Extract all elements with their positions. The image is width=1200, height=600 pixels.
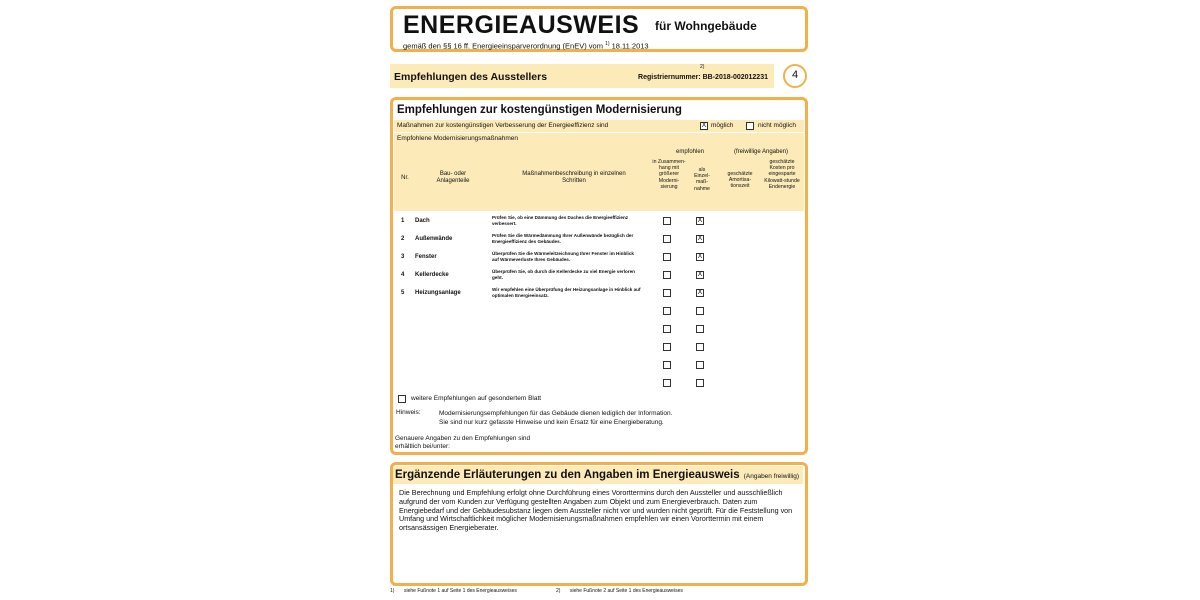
row-context-checkbox[interactable] — [663, 307, 671, 315]
row-number: 4 — [401, 272, 405, 278]
row-description: Wir empfehlen eine Überprüfung der Heizungsanlage in Hinblick auf optimalen Energieeinsatz. — [492, 287, 641, 298]
col-costs: geschätzte Kosten pro eingesparte Kilowatt-stunde Endenergie — [764, 159, 800, 190]
row-context-checkbox[interactable] — [663, 325, 671, 333]
col-amortisation: geschätzte Amortisa-tionszeit — [727, 171, 753, 190]
recommended-row — [394, 133, 804, 145]
modernisation-title: Empfehlungen zur kostengünstigen Modernisierung — [397, 104, 682, 116]
certificate-subtitle: für Wohngebäude — [655, 19, 757, 33]
row-single-checkbox[interactable]: X — [697, 289, 703, 296]
row-part: Fenster — [415, 254, 437, 260]
row-single-checkbox[interactable]: X — [697, 235, 703, 242]
col-description: Maßnahmenbeschreibung in einzelnen Schritten — [522, 171, 626, 185]
row-part: Heizungsanlage — [415, 290, 461, 296]
not-possible-label: nicht möglich — [758, 122, 796, 129]
row-description: Überprüfen Sie, ob durch die Kellerdecke zu viel Energie verloren geht. — [492, 269, 635, 280]
row-single-checkbox[interactable] — [696, 343, 704, 351]
col-recommended: empfohlen — [675, 149, 705, 155]
measures-row — [394, 120, 804, 132]
row-context-checkbox[interactable] — [663, 379, 671, 387]
row-single-checkbox[interactable] — [696, 379, 704, 387]
hint-line-1: Modernisierungsempfehlungen für das Gebäude dienen lediglich der Information. — [439, 410, 673, 417]
section-title: Empfehlungen des Ausstellers — [394, 71, 548, 83]
page-number: 4 — [783, 64, 807, 88]
row-context-checkbox[interactable] — [663, 361, 671, 369]
row-description: Prüfen Sie die Wärmedämmung Ihrer Außenwände bezüglich der Energieeffizienz des Gebäudes. — [492, 233, 634, 244]
row-part: Dach — [415, 218, 430, 224]
footnote-1-text: siehe Fußnote 1 auf Seite 1 des Energieausweises — [404, 588, 517, 594]
row-single-checkbox[interactable]: X — [697, 271, 703, 278]
supplement-body: Die Berechnung und Empfehlung erfolgt ohne Durchführung eines Vororttermins durch den Aussteller und ausschließlich aufgrund der vom Kunden zur Verfügung gestellten Angaben zum Objekt und zum Energieverbrauch. Daten zum Energiebedarf und der Gebäudesubstanz liegen dem Aussteller nicht vor und wurden nicht geprüft. Für die Feststellung von Umfang und Wirtschaftlichkeit möglicher Modernisierungsmaßnahmen empfehlen wir einen Vororttermin mit einem ortsansässigen Energieberater. — [399, 488, 793, 533]
row-part: Kellerdecke — [415, 272, 449, 278]
possible-label: möglich — [711, 122, 734, 129]
col-optional: (freiwillige Angaben) — [733, 149, 789, 155]
row-single-checkbox[interactable] — [696, 307, 704, 315]
supplement-box — [390, 462, 808, 586]
row-number: 2 — [401, 236, 405, 242]
energy-certificate-page — [388, 4, 812, 598]
row-context-checkbox[interactable] — [663, 343, 671, 351]
hint-label: Hinweis: — [396, 409, 421, 416]
certificate-title: ENERGIEAUSWEIS — [403, 11, 640, 39]
footnote-2-text: siehe Fußnote 2 auf Seite 1 des Energieausweises — [570, 588, 683, 594]
details-line-2: erhältlich bei/unter: — [395, 443, 450, 450]
supplement-title: Ergänzende Erläuterungen zu den Angaben im Energieausweis — [395, 469, 740, 481]
certificate-header — [390, 6, 808, 52]
details-line-1: Genauere Angaben zu den Empfehlungen sind — [395, 435, 531, 442]
footnote-2-mark: 2) — [556, 588, 561, 594]
row-single-checkbox[interactable]: X — [697, 253, 703, 260]
row-context-checkbox[interactable] — [663, 271, 671, 279]
measures-text: Maßnahmen zur kostengünstigen Verbesserung der Energieeffizienz sind — [397, 122, 609, 129]
col-nr: Nr. — [401, 175, 409, 181]
legal-reference — [403, 41, 649, 51]
registration-footnote-mark: 2) — [700, 64, 705, 70]
row-context-checkbox[interactable] — [663, 289, 671, 297]
row-single-checkbox[interactable]: X — [697, 217, 703, 224]
not-possible-checkbox[interactable] — [746, 122, 754, 130]
registration-number: Registriernummer: BB-2018-002012231 — [638, 74, 768, 81]
legal-footnote-mark: 1) — [605, 41, 610, 47]
legal-date: 18.11.2013 — [611, 41, 649, 51]
row-single-checkbox[interactable] — [696, 361, 704, 369]
recommended-label: Empfohlene Modernisierungsmaßnahmen — [397, 135, 519, 142]
row-number: 3 — [401, 254, 405, 260]
hint-line-2: Sie sind nur kurz gefasste Hinweise und kein Ersatz für eine Energieberatung. — [439, 419, 664, 426]
section-header — [390, 64, 774, 88]
modernisation-box — [390, 97, 808, 455]
row-context-checkbox[interactable] — [663, 217, 671, 225]
supplement-header — [393, 466, 803, 484]
footnote-1-mark: 1) — [390, 588, 395, 594]
legal-text: gemäß den §§ 16 ff. Energieeinsparverordnung (EnEV) vom — [403, 41, 603, 51]
col-in-context: in Zusammen-hang mit größerer Moderni-sierung — [652, 159, 686, 190]
possible-checkbox[interactable]: X — [701, 122, 707, 129]
supplement-optional-note: (Angaben freiwillig) — [743, 473, 799, 480]
col-single: als Einzel-maß-nahme — [694, 167, 710, 192]
row-context-checkbox[interactable] — [663, 235, 671, 243]
row-context-checkbox[interactable] — [663, 253, 671, 261]
row-description: Prüfen Sie, ob eine Dämmung des Daches die Energieeffizienz verbessert. — [492, 215, 629, 226]
col-part: Bau- oder Anlagenteile — [436, 171, 470, 185]
row-number: 1 — [401, 218, 405, 224]
table-header — [394, 145, 804, 211]
more-recommendations-label: weitere Empfehlungen auf gesondertem Blatt — [411, 395, 542, 402]
row-description: Überprüfen Sie die Wärmeleitzeichnung Ihrer Fenster im Hinblick auf Wärmeverluste Ihres Gebäudes. — [492, 251, 634, 262]
row-part: Außenwände — [415, 236, 453, 242]
row-single-checkbox[interactable] — [696, 325, 704, 333]
more-recommendations-checkbox[interactable] — [398, 395, 406, 403]
row-number: 5 — [401, 290, 405, 296]
